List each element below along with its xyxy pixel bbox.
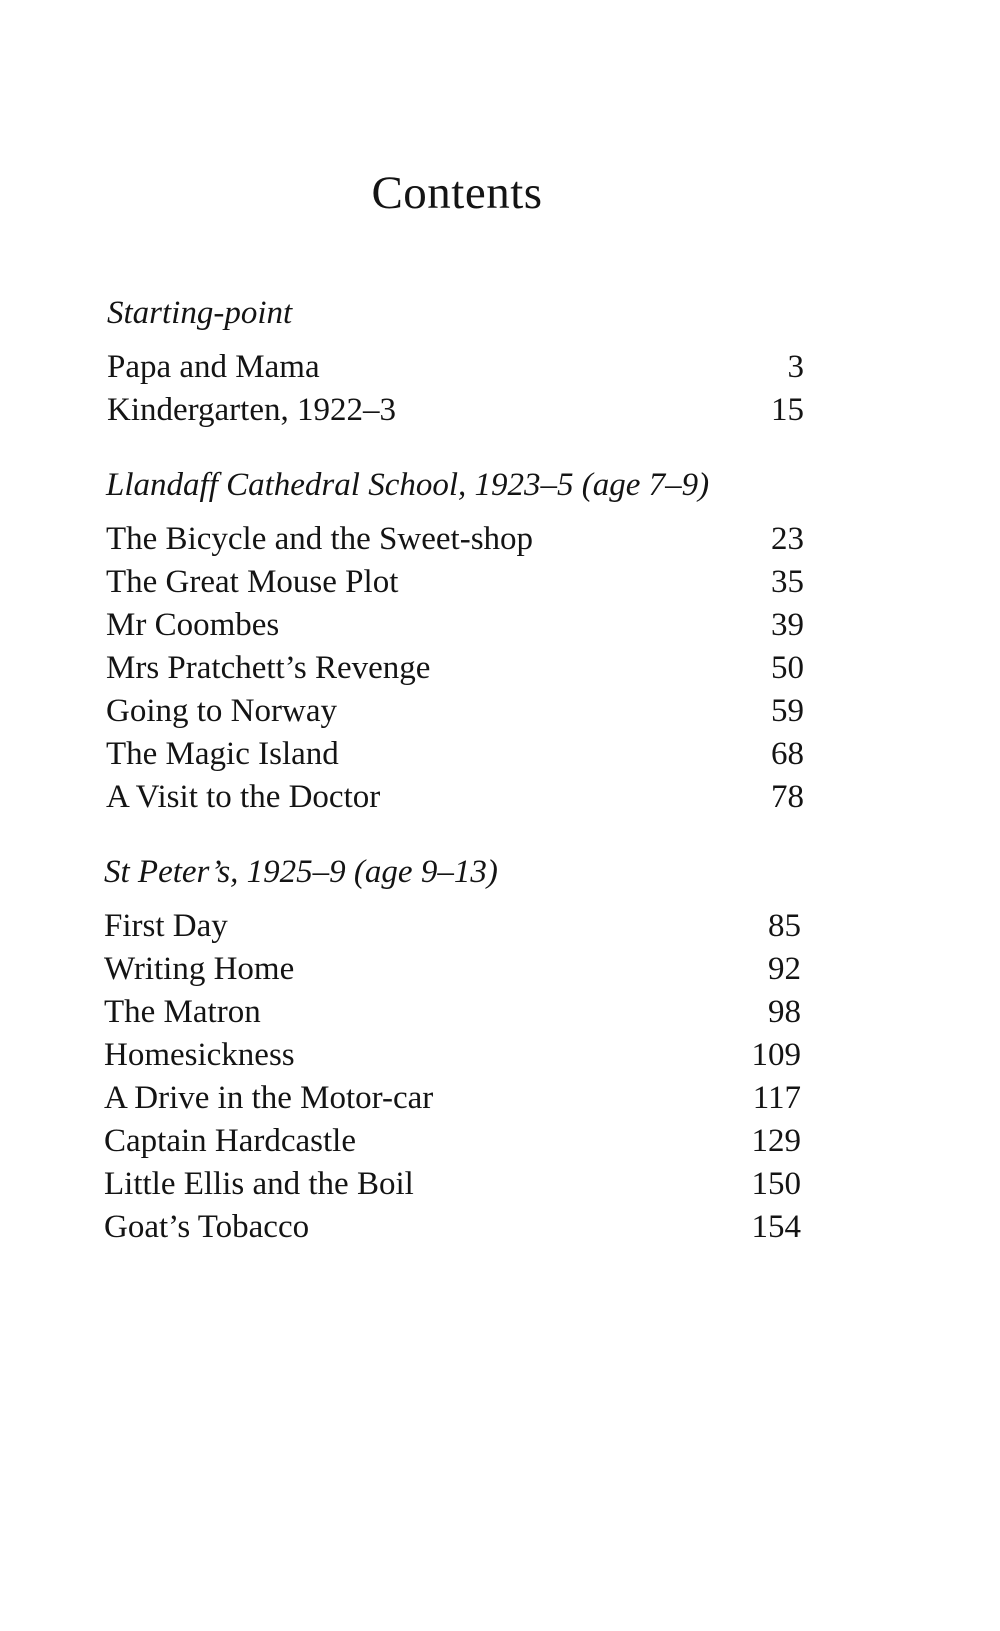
entry-title: Mr Coombes bbox=[106, 607, 280, 643]
toc-entry[interactable] bbox=[104, 1206, 801, 1249]
entry-title: A Visit to the Doctor bbox=[106, 779, 381, 815]
page-title: Contents bbox=[371, 167, 543, 219]
entry-title: Papa and Mama bbox=[107, 349, 320, 385]
entry-title: A Drive in the Motor-car bbox=[104, 1080, 434, 1116]
toc-entry[interactable] bbox=[104, 905, 801, 948]
entry-page-number: 98 bbox=[768, 994, 801, 1030]
entry-title: Captain Hardcastle bbox=[104, 1123, 356, 1159]
section-heading: St Peter’s, 1925–9 (age 9–13) bbox=[104, 854, 498, 890]
toc-entry[interactable] bbox=[106, 690, 804, 733]
toc-entry[interactable] bbox=[104, 1163, 801, 1206]
entry-page-number: 68 bbox=[771, 736, 804, 772]
section-heading: Llandaff Cathedral School, 1923–5 (age 7–9) bbox=[106, 467, 710, 503]
entry-title: First Day bbox=[104, 908, 228, 944]
entry-title: Homesickness bbox=[104, 1037, 295, 1073]
toc-entry[interactable] bbox=[104, 1120, 801, 1163]
entry-page-number: 39 bbox=[771, 607, 804, 643]
entry-title: The Matron bbox=[104, 994, 261, 1030]
entry-title: The Great Mouse Plot bbox=[106, 564, 399, 600]
toc-entry[interactable] bbox=[106, 561, 804, 604]
entry-page-number: 59 bbox=[771, 693, 804, 729]
entry-page-number: 50 bbox=[771, 650, 804, 686]
entry-title: Kindergarten, 1922–3 bbox=[107, 392, 396, 428]
entry-page-number: 92 bbox=[768, 951, 801, 987]
toc-entry[interactable] bbox=[104, 948, 801, 991]
toc-section bbox=[104, 850, 801, 1249]
toc-entry[interactable] bbox=[106, 604, 804, 647]
entry-title: Writing Home bbox=[104, 951, 295, 987]
entry-title: Going to Norway bbox=[106, 693, 337, 729]
entry-page-number: 15 bbox=[771, 392, 804, 428]
entry-title: The Bicycle and the Sweet-shop bbox=[106, 521, 534, 557]
toc-entry[interactable] bbox=[107, 346, 804, 389]
toc-entry[interactable] bbox=[104, 991, 801, 1034]
toc-entry[interactable] bbox=[104, 1077, 801, 1120]
entry-page-number: 154 bbox=[751, 1209, 801, 1245]
entry-title: Mrs Pratchett’s Revenge bbox=[106, 650, 431, 686]
entry-page-number: 78 bbox=[771, 779, 804, 815]
entry-title: Little Ellis and the Boil bbox=[104, 1166, 414, 1202]
entry-page-number: 109 bbox=[751, 1037, 801, 1073]
entry-title: The Magic Island bbox=[106, 736, 339, 772]
toc-section bbox=[106, 463, 804, 819]
entry-page-number: 85 bbox=[768, 908, 801, 944]
entry-page-number: 35 bbox=[771, 564, 804, 600]
toc-entry[interactable] bbox=[106, 776, 804, 819]
toc-entry[interactable] bbox=[106, 733, 804, 776]
entry-page-number: 23 bbox=[771, 521, 804, 557]
toc-entry[interactable] bbox=[106, 647, 804, 690]
toc-entry[interactable] bbox=[106, 518, 804, 561]
section-heading: Starting-point bbox=[107, 295, 293, 331]
entry-page-number: 3 bbox=[787, 349, 804, 385]
entry-page-number: 150 bbox=[751, 1166, 801, 1202]
entry-page-number: 129 bbox=[751, 1123, 801, 1159]
entry-title: Goat’s Tobacco bbox=[104, 1209, 310, 1245]
entry-page-number: 117 bbox=[752, 1080, 801, 1116]
toc-entry[interactable] bbox=[107, 389, 804, 432]
toc-entry[interactable] bbox=[104, 1034, 801, 1077]
toc-section bbox=[107, 291, 804, 432]
